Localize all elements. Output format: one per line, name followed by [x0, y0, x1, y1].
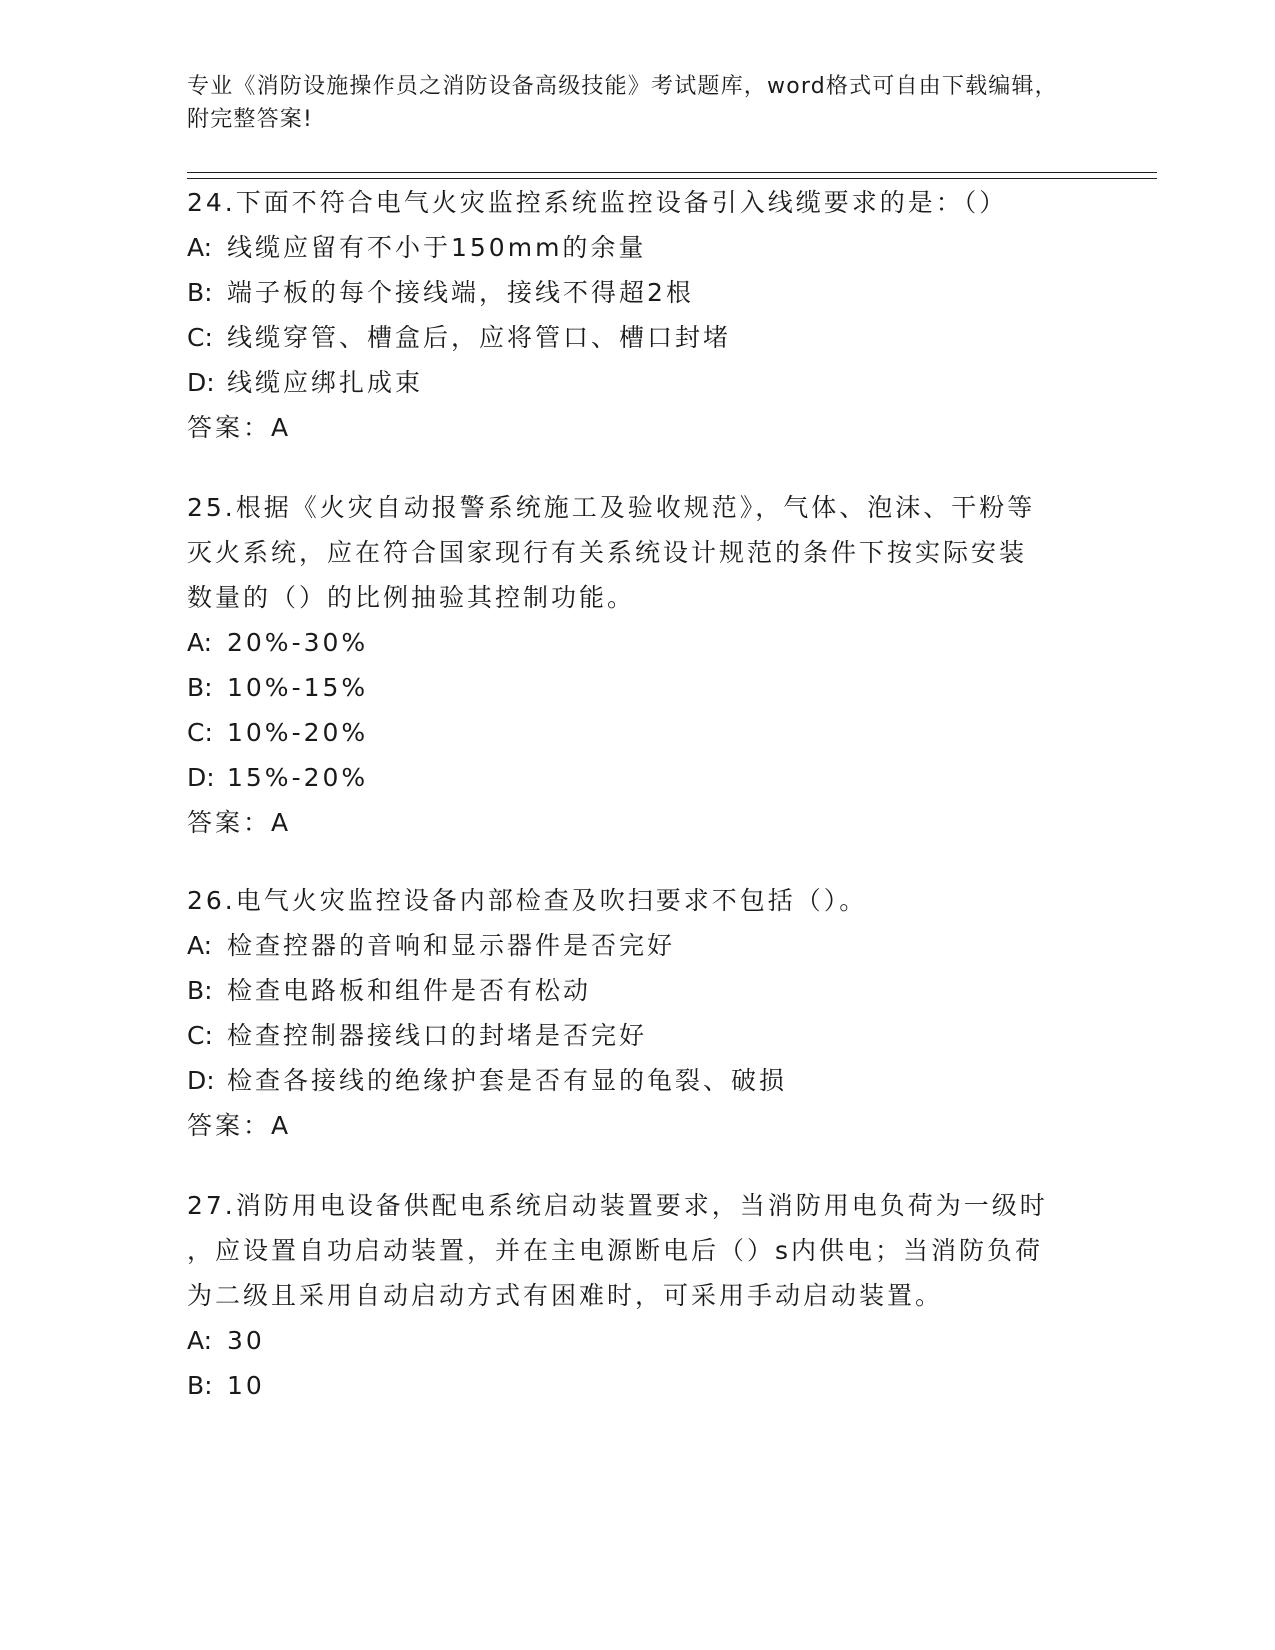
option-b: B: 10%-15% [187, 673, 369, 702]
option-b: B: 10 [187, 1371, 265, 1400]
document-header [187, 70, 1067, 136]
question-stem: 26.电气火灾监控设备内部检查及吹扫要求不包括（）。 [187, 886, 868, 915]
option-a: A: 20%-30% [187, 628, 369, 657]
question-stem: 24.下面不符合电气火灾监控系统监控设备引入线缆要求的是：（） [187, 188, 1008, 217]
header-divider-top [187, 172, 1157, 173]
option-a: A: 30 [187, 1326, 265, 1355]
option-c: C: 10%-20% [187, 718, 369, 747]
question-24 [187, 180, 1087, 450]
header-divider-bottom [187, 178, 1157, 179]
question-25 [187, 485, 1087, 845]
option-c: C: 线缆穿管、槽盒后，应将管口、槽口封堵 [187, 323, 732, 352]
question-stem-line: ，应设置自功启动装置，并在主电源断电后（）s内供电；当消防负荷 [187, 1236, 1044, 1265]
option-b: B: 检查电路板和组件是否有松动 [187, 976, 592, 1005]
answer: 答案：A [187, 808, 292, 837]
answer: 答案：A [187, 413, 292, 442]
option-a: A: 检查控器的音响和显示器件是否完好 [187, 931, 676, 960]
question-stem-line: 灭火系统，应在符合国家现行有关系统设计规范的条件下按实际安装 [187, 538, 1028, 567]
option-a: A: 线缆应留有不小于150mm的余量 [187, 233, 647, 262]
option-d: D: 检查各接线的绝缘护套是否有显的龟裂、破损 [187, 1066, 788, 1095]
question-stem-line: 27.消防用电设备供配电系统启动装置要求，当消防用电负荷为一级时 [187, 1191, 1048, 1220]
header-text: 专业《消防设施操作员之消防设备高级技能》考试题库，word格式可自由下载编辑，附完整答案! [187, 74, 1058, 132]
option-c: C: 检查控制器接线口的封堵是否完好 [187, 1021, 648, 1050]
question-26 [187, 878, 1087, 1148]
question-stem-line: 25.根据《火灾自动报警系统施工及验收规范》，气体、泡沫、干粉等 [187, 493, 1036, 522]
question-27 [187, 1183, 1087, 1408]
option-d: D: 线缆应绑扎成束 [187, 368, 424, 397]
option-b: B: 端子板的每个接线端，接线不得超2根 [187, 278, 694, 307]
question-stem-line: 数量的（）的比例抽验其控制功能。 [187, 583, 636, 612]
option-d: D: 15%-20% [187, 763, 369, 792]
question-stem-line: 为二级且采用自动启动方式有困难时，可采用手动启动装置。 [187, 1281, 944, 1310]
answer: 答案：A [187, 1111, 292, 1140]
